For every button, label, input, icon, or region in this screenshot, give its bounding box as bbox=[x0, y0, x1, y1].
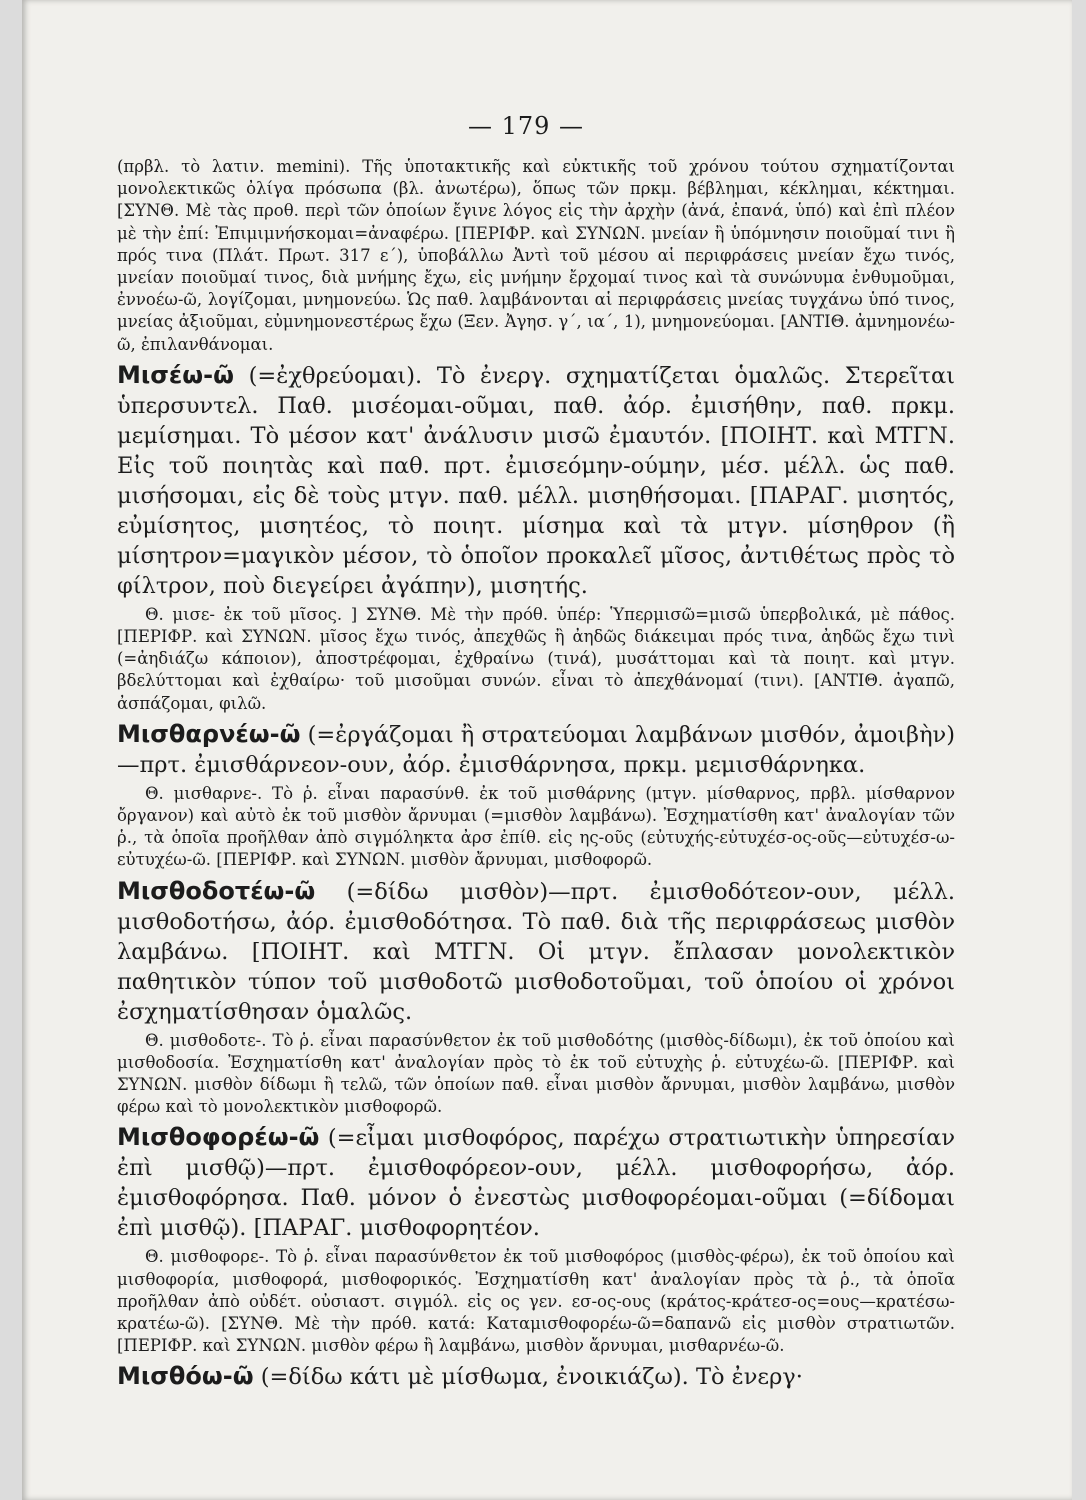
entry-misthoo-body: (=δίδω κάτι μὲ μίσθωμα, ἐνοικιάζω). Τὸ ἐνεργ· bbox=[260, 1364, 803, 1391]
page-text bbox=[117, 156, 955, 1392]
headword-misthoo: Μισθόω-ῶ bbox=[117, 1362, 254, 1391]
entry-misthameo bbox=[117, 719, 955, 780]
page-number: — 179 — bbox=[467, 112, 585, 140]
headword-miseo: Μισέω-ῶ bbox=[117, 360, 234, 389]
entry-miseo bbox=[117, 360, 955, 601]
entry-misthameo-notes: Θ. μισθαρνε-. Τὸ ῥ. εἶναι παρασύνθ. ἐκ τοῦ μισθάρνης (μτγν. μίσθαρνος, πρβλ. μίσθαρνον ὄργανον) καὶ αὐτὸ ἐκ τοῦ μισθὸν ἄρνυμαι (=μισθὸν λαμβάνω). Ἐσχηματίσθη κατ' ἀναλογίαν τῶν ῥ., τὰ ὁποῖα προῆλθαν ἀπὸ σιγμόληκτα ἀρσ ἐπίθ. εἰς ης-οῦς (εὐτυχής-εὐτυχέσ-ος-οῦς—εὐτυχέσ-ω-εὐτυχέω-ῶ. [ΠΕΡΙΦΡ. καὶ ΣΥΝΩΝ. μισθὸν ἄρνυμαι, μισθοφορῶ. bbox=[117, 783, 955, 870]
headword-misthodoteo: Μισθοδοτέω-ῶ bbox=[117, 876, 316, 905]
entry-miseo-body: (=ἐχθρεύομαι). Τὸ ἐνεργ. σχηματίζεται ὁμαλῶς. Στερεῖται ὑπερσυντελ. Παθ. μισέομαι-οῦμαι, παθ. ἀόρ. ἐμισήθην, παθ. πρκμ. μεμίσημαι. Τὸ μέσον κατ' ἀνάλυσιν μισῶ ἐμαυτόν. [ΠΟΙΗΤ. καὶ ΜΤΓΝ. Εἰς τοῦ ποιητὰς καὶ παθ. πρτ. ἐμισεόμην-ούμην, μέσ. μέλλ. ὡς παθ. μισήσομαι, εἰς δὲ τοὺς μτγν. παθ. μέλλ. μισηθήσομαι. [ΠΑΡΑΓ. μισητός, εὐμίσητος, μισητέος, τὸ ποιητ. μίσημα καὶ τὰ μτγν. μίσηθρον (ἢ μίσητρον=μαγικὸν μέσον, τὸ ὁποῖον προκαλεῖ μῖσος, ἀντιθέτως πρὸς τὸ φίλτρον, ποὺ διεγείρει ἀγάπην), μισητής. bbox=[117, 362, 955, 599]
entry-misthoo bbox=[117, 1361, 955, 1392]
headword-misthameo: Μισθαρνέω-ῶ bbox=[117, 719, 301, 748]
entry-misthodoteo bbox=[117, 876, 955, 1027]
book-page bbox=[22, 0, 1072, 1500]
headword-misthophoreo: Μισθοφορέω-ῶ bbox=[117, 1123, 320, 1152]
entry-misthophoreo-notes: Θ. μισθοφορε-. Τὸ ῥ. εἶναι παρασύνθετον ἐκ τοῦ μισθοφόρος (μισθὸς-φέρω), ἐκ τοῦ ὁποίου καὶ μισθοφορία, μισθοφορά, μισθοφορικός. Ἐσχηματίσθη κατ' ἀναλογίαν πρὸς τὰ ῥ., τὰ ὁποῖα προῆλθαν ἀπὸ οὐδέτ. οὐσιαστ. σιγμόλ. εἰς ος γεν. εσ-ος-ους (κράτος-κράτεσ-ος=ους—κρατέσω-κρατέω-ῶ). [ΣΥΝΘ. Μὲ τὴν πρόθ. κατά: Καταμισθοφορέω-ῶ=δαπανῶ εἰς μισθὸν στρατιωτῶν. [ΠΕΡΙΦΡ. καὶ ΣΥΝΩΝ. μισθὸν φέρω ἢ λαμβάνω, μισθὸν ἄρνυμαι, μισθαρνέω-ῶ. bbox=[117, 1247, 955, 1356]
entry-misthophoreo bbox=[117, 1122, 955, 1243]
entry-misthodoteo-notes: Θ. μισθοδοτε-. Τὸ ῥ. εἶναι παρασύνθετον ἐκ τοῦ μισθοδότης (μισθὸς-δίδωμι), ἐκ τοῦ ὁποίου καὶ μισθοδοσία. Ἐσχηματίσθη κατ' ἀναλογίαν πρὸς τὸ ἐκ τοῦ εὐτυχὴς ῥ. εὐτυχέω-ῶ. [ΠΕΡΙΦΡ. καὶ ΣΥΝΩΝ. μισθὸν δίδωμι ἢ τελῶ, τῶν ὁποίων παθ. εἶναι μισθὸν ἄρνυμαι, μισθὸν λαμβάνω, μισθὸν φέρω καὶ τὸ μονολεκτικὸν μισθοφορῶ. bbox=[117, 1030, 955, 1117]
entry-miseo-notes: Θ. μισε- ἐκ τοῦ μῖσος. ] ΣΥΝΘ. Μὲ τὴν πρόθ. ὑπέρ: Ὑπερμισῶ=μισῶ ὑπερβολικά, μὲ πάθος. [ΠΕΡΙΦΡ. καὶ ΣΥΝΩΝ. μῖσος ἔχω τινός, ἀπεχθῶς ἢ ἀηδῶς διάκειμαι πρός τινα, ἀηδῶς ἔχω τινὶ (=ἀηδιάζω κάποιον), ἀποστρέφομαι, ἐχθραίνω (τινά), μυσάττομαι καὶ τὰ ποιητ. καὶ μτγν. βδελύττομαι καὶ ἐχθαίρω· τοῦ μισοῦμαι συνών. εἶναι τὸ ἀπεχθάνομαί (τινι). [ΑΝΤΙΘ. ἀγαπῶ, ἀσπάζομαι, φιλῶ. bbox=[117, 604, 955, 713]
entry-misthodoteo-body: (=δίδω μισθὸν)—πρτ. ἐμισθοδότεον-ουν, μέλλ. μισθοδοτήσω, ἀόρ. ἐμισθοδότησα. Τὸ παθ. διὰ τῆς περιφράσεως μισθὸν λαμβάνω. [ΠΟΙΗΤ. καὶ ΜΤΓΝ. Οἱ μτγν. ἔπλασαν μονολεκτικὸν παθητικὸν τύπον τοῦ μισθοδοτῶ μισθοδοτοῦμαι, τοῦ ὁποίου οἱ χρόνοι ἐσχηματίσθησαν ὁμαλῶς. bbox=[117, 878, 955, 1025]
entry-misthameo-body: (=ἐργάζομαι ἢ στρατεύομαι λαμβάνων μισθόν, ἀμοιβὴν)—πρτ. ἐμισθάρνεον-ουν, ἀόρ. ἐμισθάρνησα, πρκμ. μεμισθάρνηκα. bbox=[117, 721, 955, 778]
intro-paragraph: (πρβλ. τὸ λατιν. memini). Τῆς ὑποτακτικῆς καὶ εὐκτικῆς τοῦ χρόνου τούτου σχηματίζονται μονολεκτικῶς ὀλίγα πρόσωπα (βλ. ἀνωτέρω), ὅπως τῶν πρκμ. βέβλημαι, κέκλημαι, κέκτημαι. [ΣΥΝΘ. Μὲ τὰς προθ. περὶ τῶν ὁποίων ἔγινε λόγος εἰς τὴν ἀρχὴν (ἀνά, ἐπανά, ὑπό) καὶ ἐπὶ πλέον μὲ τὴν ἐπί: Ἐπιμιμνήσκομαι=ἀναφέρω. [ΠΕΡΙΦΡ. καὶ ΣΥΝΩΝ. μνείαν ἢ ὑπόμνησιν ποιοῦμαί τινι ἢ πρός τινα (Πλάτ. Πρωτ. 317 ε΄), ὑποβάλλω Ἀντὶ τοῦ μέσου αἱ περιφράσεις μνείαν ἔχω τινός, μνείαν ποιοῦμαί τινος, διὰ μνήμης ἔχω, εἰς μνήμην ἔρχομαί τινος καὶ τὰ συνώνυμα ἐνθυμοῦμαι, ἐννοέω-ῶ, λογίζομαι, μνημονεύω. Ὡς παθ. λαμβάνονται αἱ περιφράσεις μνείας τυγχάνω ὑπό τινος, μνείας ἀξιοῦμαι, εὐμνημονεστέρως ἔχω (Ξεν. Ἀγησ. γ΄, ια΄, 1), μνημονεύομαι. [ΑΝΤΙΘ. ἀμνημονέω-ῶ, ἐπιλανθάνομαι. bbox=[117, 157, 955, 354]
entry-misthophoreo-body: (=εἶμαι μισθοφόρος, παρέχω στρατιωτικὴν ὑπηρεσίαν ἐπὶ μισθῷ)—πρτ. ἐμισθοφόρεον-ουν, μέλλ. μισθοφορήσω, ἀόρ. ἐμισθοφόρησα. Παθ. μόνον ὁ ἐνεστὼς μισθοφορέομαι-οῦμαι (=δίδομαι ἐπὶ μισθῷ). [ΠΑΡΑΓ. μισθοφορητέον. bbox=[117, 1125, 955, 1242]
